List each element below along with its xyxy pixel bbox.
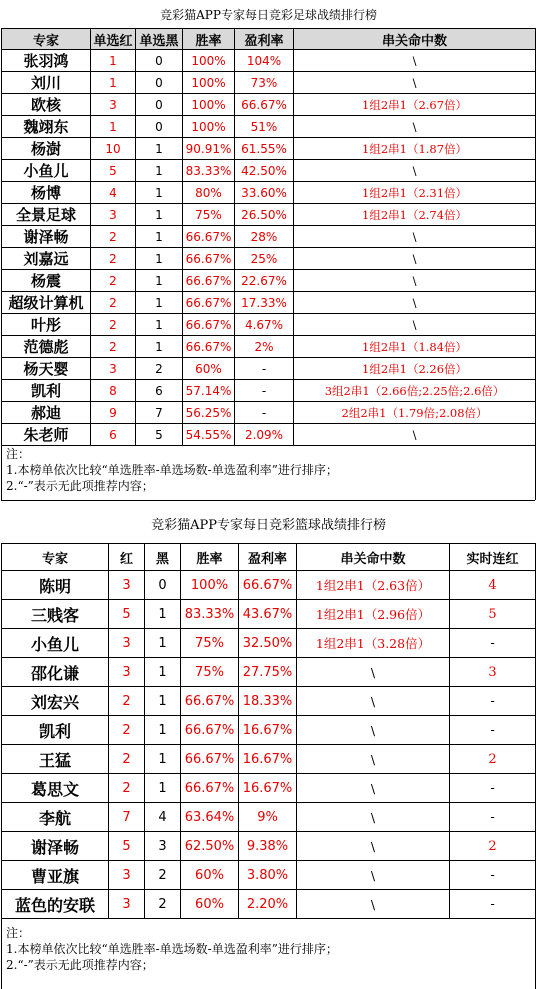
cell-live-streak: - (450, 774, 536, 803)
cell-single-red: 4 (91, 182, 136, 204)
cell-win-rate: 62.50% (181, 832, 239, 861)
table-row (2, 424, 536, 446)
cell-profit-rate: 9.38% (239, 832, 297, 861)
cell-single-black: 0 (136, 116, 183, 138)
cell-black: 1 (145, 774, 181, 803)
cell-expert: 凯利 (2, 380, 91, 402)
football-notes (2, 446, 536, 501)
table-row (2, 72, 536, 94)
table-row (2, 94, 536, 116)
cell-profit-rate: 16.67% (239, 745, 297, 774)
cell-win-rate: 66.67% (181, 745, 239, 774)
basketball-notes (2, 919, 536, 989)
header-win-rate: 胜率 (183, 29, 235, 50)
cell-expert: 葛思文 (2, 774, 109, 803)
cell-expert: 陈明 (2, 571, 109, 600)
cell-parlay-hits: 1组2串1（2.31倍） (294, 182, 536, 204)
cell-parlay-hits: \ (297, 890, 450, 919)
cell-parlay-hits: 1组2串1（2.67倍） (294, 94, 536, 116)
cell-parlay-hits: \ (297, 716, 450, 745)
cell-win-rate: 60% (181, 861, 239, 890)
cell-win-rate: 75% (183, 204, 235, 226)
cell-profit-rate: 3.80% (239, 861, 297, 890)
cell-profit-rate: - (235, 380, 294, 402)
cell-expert: 李航 (2, 803, 109, 832)
cell-expert: 杨博 (2, 182, 91, 204)
cell-expert: 曹亚旗 (2, 861, 109, 890)
cell-profit-rate: 18.33% (239, 687, 297, 716)
cell-win-rate: 90.91% (183, 138, 235, 160)
cell-single-black: 0 (136, 50, 183, 72)
basketball-title: 竞彩猫APP专家每日竞彩篮球战绩排行榜 (2, 503, 536, 544)
cell-parlay-hits: \ (294, 270, 536, 292)
table-row (2, 658, 536, 687)
cell-parlay-hits: \ (294, 248, 536, 270)
cell-profit-rate: 61.55% (235, 138, 294, 160)
cell-win-rate: 100% (183, 50, 235, 72)
cell-single-red: 2 (91, 292, 136, 314)
cell-black: 1 (145, 716, 181, 745)
header-expert: 专家 (2, 544, 109, 571)
cell-profit-rate: 16.67% (239, 716, 297, 745)
table-row (2, 314, 536, 336)
table-row (2, 336, 536, 358)
cell-profit-rate: 25% (235, 248, 294, 270)
cell-profit-rate: 9% (239, 803, 297, 832)
header-expert: 专家 (2, 29, 91, 50)
cell-single-black: 1 (136, 138, 183, 160)
cell-profit-rate: 2.20% (239, 890, 297, 919)
cell-parlay-hits: \ (294, 160, 536, 182)
table-row (2, 745, 536, 774)
table-row (2, 292, 536, 314)
cell-expert: 杨天婴 (2, 358, 91, 380)
table-row (2, 571, 536, 600)
cell-live-streak: 2 (450, 832, 536, 861)
cell-black: 3 (145, 832, 181, 861)
table-row (2, 861, 536, 890)
cell-live-streak: 2 (450, 745, 536, 774)
cell-expert: 刘川 (2, 72, 91, 94)
cell-expert: 全景足球 (2, 204, 91, 226)
cell-single-red: 2 (91, 314, 136, 336)
cell-parlay-hits: \ (294, 72, 536, 94)
cell-live-streak: - (450, 803, 536, 832)
table-row (2, 716, 536, 745)
cell-single-red: 1 (91, 50, 136, 72)
cell-win-rate: 75% (181, 629, 239, 658)
cell-profit-rate: 22.67% (235, 270, 294, 292)
cell-black: 1 (145, 745, 181, 774)
cell-black: 1 (145, 600, 181, 629)
cell-single-black: 1 (136, 248, 183, 270)
cell-parlay-hits: 1组2串1（3.28倍） (297, 629, 450, 658)
cell-expert: 郝迪 (2, 402, 91, 424)
table-row (2, 248, 536, 270)
table-row (2, 50, 536, 72)
cell-expert: 谢泽畅 (2, 226, 91, 248)
header-profit-rate: 盈利率 (239, 544, 297, 571)
cell-single-red: 2 (91, 248, 136, 270)
cell-profit-rate: 66.67% (239, 571, 297, 600)
note-line-1: 1.本榜单依次比较“单选胜率-单选场数-单选盈利率”进行排序； (2, 941, 535, 957)
table-row (2, 629, 536, 658)
cell-live-streak: - (450, 687, 536, 716)
football-header-row (2, 29, 536, 50)
cell-single-black: 1 (136, 182, 183, 204)
cell-single-black: 1 (136, 336, 183, 358)
cell-parlay-hits: 1组2串1（2.96倍） (297, 600, 450, 629)
cell-win-rate: 80% (183, 182, 235, 204)
cell-red: 3 (109, 571, 145, 600)
table-row (2, 890, 536, 919)
cell-red: 5 (109, 832, 145, 861)
cell-win-rate: 83.33% (181, 600, 239, 629)
cell-profit-rate: 2.09% (235, 424, 294, 446)
header-live-streak: 实时连红 (450, 544, 536, 571)
cell-parlay-hits: \ (294, 314, 536, 336)
cell-single-black: 1 (136, 226, 183, 248)
cell-profit-rate: 66.67% (235, 94, 294, 116)
cell-profit-rate: - (235, 358, 294, 380)
cell-red: 3 (109, 890, 145, 919)
cell-black: 2 (145, 861, 181, 890)
cell-win-rate: 60% (183, 358, 235, 380)
cell-profit-rate: 104% (235, 50, 294, 72)
cell-parlay-hits: 2组2串1（1.79倍;2.08倍） (294, 402, 536, 424)
cell-parlay-hits: \ (297, 803, 450, 832)
cell-win-rate: 66.67% (183, 270, 235, 292)
table-row (2, 687, 536, 716)
table-row (2, 358, 536, 380)
header-single-black: 单选黑 (136, 29, 183, 50)
cell-live-streak: 5 (450, 600, 536, 629)
cell-expert: 蓝色的安联 (2, 890, 109, 919)
cell-expert: 小鱼儿 (2, 629, 109, 658)
cell-red: 2 (109, 745, 145, 774)
cell-single-red: 5 (91, 160, 136, 182)
table-row (2, 803, 536, 832)
cell-profit-rate: 73% (235, 72, 294, 94)
cell-single-red: 3 (91, 94, 136, 116)
cell-black: 4 (145, 803, 181, 832)
cell-single-red: 6 (91, 424, 136, 446)
cell-profit-rate: 17.33% (235, 292, 294, 314)
cell-profit-rate: 43.67% (239, 600, 297, 629)
table-row (2, 270, 536, 292)
header-parlay-hits: 串关命中数 (294, 29, 536, 50)
cell-parlay-hits: \ (294, 116, 536, 138)
table-row (2, 182, 536, 204)
basketball-ranking-table (1, 503, 536, 989)
cell-win-rate: 57.14% (183, 380, 235, 402)
cell-win-rate: 66.67% (183, 248, 235, 270)
table-row (2, 774, 536, 803)
cell-black: 0 (145, 571, 181, 600)
cell-profit-rate: 28% (235, 226, 294, 248)
table-row (2, 160, 536, 182)
cell-red: 2 (109, 687, 145, 716)
cell-expert: 凯利 (2, 716, 109, 745)
cell-expert: 王猛 (2, 745, 109, 774)
football-title: 竞彩猫APP专家每日竞彩足球战绩排行榜 (2, 0, 536, 29)
cell-single-black: 1 (136, 270, 183, 292)
cell-parlay-hits: \ (297, 658, 450, 687)
cell-parlay-hits: 1组2串1（2.26倍） (294, 358, 536, 380)
cell-profit-rate: 26.50% (235, 204, 294, 226)
cell-expert: 超级计算机 (2, 292, 91, 314)
header-profit-rate: 盈利率 (235, 29, 294, 50)
cell-expert: 范德彪 (2, 336, 91, 358)
cell-single-red: 2 (91, 336, 136, 358)
table-row (2, 380, 536, 402)
cell-expert: 叶彤 (2, 314, 91, 336)
cell-single-red: 2 (91, 226, 136, 248)
cell-live-streak: - (450, 716, 536, 745)
cell-black: 1 (145, 658, 181, 687)
cell-single-black: 0 (136, 72, 183, 94)
cell-expert: 刘宏兴 (2, 687, 109, 716)
cell-win-rate: 100% (183, 94, 235, 116)
table-row (2, 204, 536, 226)
cell-win-rate: 60% (181, 890, 239, 919)
cell-expert: 张羽鸿 (2, 50, 91, 72)
cell-live-streak: 3 (450, 658, 536, 687)
cell-parlay-hits: \ (297, 832, 450, 861)
cell-parlay-hits: \ (294, 50, 536, 72)
cell-live-streak: - (450, 890, 536, 919)
cell-win-rate: 56.25% (183, 402, 235, 424)
cell-parlay-hits: \ (294, 226, 536, 248)
cell-profit-rate: 2% (235, 336, 294, 358)
cell-red: 5 (109, 600, 145, 629)
note-line-2: 2.“-”表示无此项推荐内容； (2, 957, 535, 973)
cell-red: 2 (109, 716, 145, 745)
cell-live-streak: - (450, 629, 536, 658)
header-win-rate: 胜率 (181, 544, 239, 571)
cell-parlay-hits: \ (297, 745, 450, 774)
cell-single-red: 10 (91, 138, 136, 160)
cell-single-black: 6 (136, 380, 183, 402)
cell-single-red: 2 (91, 270, 136, 292)
cell-win-rate: 100% (181, 571, 239, 600)
cell-red: 3 (109, 861, 145, 890)
cell-win-rate: 66.67% (181, 687, 239, 716)
basketball-header-row (2, 544, 536, 571)
cell-win-rate: 63.64% (181, 803, 239, 832)
cell-parlay-hits: 1组2串1（1.84倍） (294, 336, 536, 358)
cell-parlay-hits: 1组2串1（2.74倍） (294, 204, 536, 226)
note-line-2: 2.“-”表示无此项推荐内容； (2, 478, 535, 494)
cell-profit-rate: 16.67% (239, 774, 297, 803)
cell-single-red: 8 (91, 380, 136, 402)
header-red: 红 (109, 544, 145, 571)
cell-win-rate: 100% (183, 72, 235, 94)
cell-single-black: 0 (136, 94, 183, 116)
cell-single-black: 1 (136, 292, 183, 314)
cell-win-rate: 66.67% (183, 314, 235, 336)
cell-expert: 魏翊东 (2, 116, 91, 138)
cell-profit-rate: 42.50% (235, 160, 294, 182)
cell-expert: 杨澍 (2, 138, 91, 160)
cell-parlay-hits: \ (294, 424, 536, 446)
cell-parlay-hits: 3组2串1（2.66倍;2.25倍;2.6倍） (294, 380, 536, 402)
cell-parlay-hits: \ (297, 687, 450, 716)
football-ranking-table (1, 0, 536, 500)
note-line-1: 1.本榜单依次比较“单选胜率-单选场数-单选盈利率”进行排序； (2, 462, 535, 478)
cell-red: 3 (109, 629, 145, 658)
cell-profit-rate: 32.50% (239, 629, 297, 658)
cell-single-red: 3 (91, 204, 136, 226)
cell-win-rate: 66.67% (181, 774, 239, 803)
cell-expert: 欧核 (2, 94, 91, 116)
table-row (2, 600, 536, 629)
cell-black: 2 (145, 890, 181, 919)
cell-single-black: 1 (136, 204, 183, 226)
cell-expert: 小鱼儿 (2, 160, 91, 182)
cell-profit-rate: 4.67% (235, 314, 294, 336)
cell-single-red: 1 (91, 116, 136, 138)
cell-single-black: 7 (136, 402, 183, 424)
cell-single-red: 3 (91, 358, 136, 380)
cell-profit-rate: 51% (235, 116, 294, 138)
header-black: 黑 (145, 544, 181, 571)
cell-win-rate: 100% (183, 116, 235, 138)
cell-expert: 刘嘉远 (2, 248, 91, 270)
cell-single-black: 5 (136, 424, 183, 446)
cell-win-rate: 54.55% (183, 424, 235, 446)
table-row (2, 116, 536, 138)
cell-live-streak: - (450, 861, 536, 890)
cell-expert: 杨震 (2, 270, 91, 292)
cell-black: 1 (145, 629, 181, 658)
cell-win-rate: 83.33% (183, 160, 235, 182)
cell-win-rate: 66.67% (181, 716, 239, 745)
table-row (2, 138, 536, 160)
cell-single-black: 1 (136, 160, 183, 182)
cell-red: 7 (109, 803, 145, 832)
cell-red: 3 (109, 658, 145, 687)
cell-win-rate: 75% (181, 658, 239, 687)
table-row (2, 832, 536, 861)
cell-parlay-hits: \ (297, 861, 450, 890)
cell-profit-rate: - (235, 402, 294, 424)
cell-parlay-hits: 1组2串1（2.63倍） (297, 571, 450, 600)
cell-profit-rate: 27.75% (239, 658, 297, 687)
note-label: 注： (2, 446, 535, 462)
cell-single-black: 2 (136, 358, 183, 380)
cell-expert: 三贱客 (2, 600, 109, 629)
cell-parlay-hits: 1组2串1（1.87倍） (294, 138, 536, 160)
cell-red: 2 (109, 774, 145, 803)
note-label: 注： (2, 925, 535, 941)
cell-single-red: 9 (91, 402, 136, 424)
cell-parlay-hits: \ (297, 774, 450, 803)
header-single-red: 单选红 (91, 29, 136, 50)
cell-win-rate: 66.67% (183, 336, 235, 358)
cell-expert: 邵化谦 (2, 658, 109, 687)
cell-single-black: 1 (136, 314, 183, 336)
cell-parlay-hits: \ (294, 292, 536, 314)
cell-black: 1 (145, 687, 181, 716)
table-row (2, 402, 536, 424)
cell-win-rate: 66.67% (183, 292, 235, 314)
cell-win-rate: 66.67% (183, 226, 235, 248)
cell-expert: 朱老师 (2, 424, 91, 446)
cell-live-streak: 4 (450, 571, 536, 600)
table-row (2, 226, 536, 248)
cell-single-red: 1 (91, 72, 136, 94)
header-parlay-hits: 串关命中数 (297, 544, 450, 571)
cell-expert: 谢泽畅 (2, 832, 109, 861)
cell-profit-rate: 33.60% (235, 182, 294, 204)
